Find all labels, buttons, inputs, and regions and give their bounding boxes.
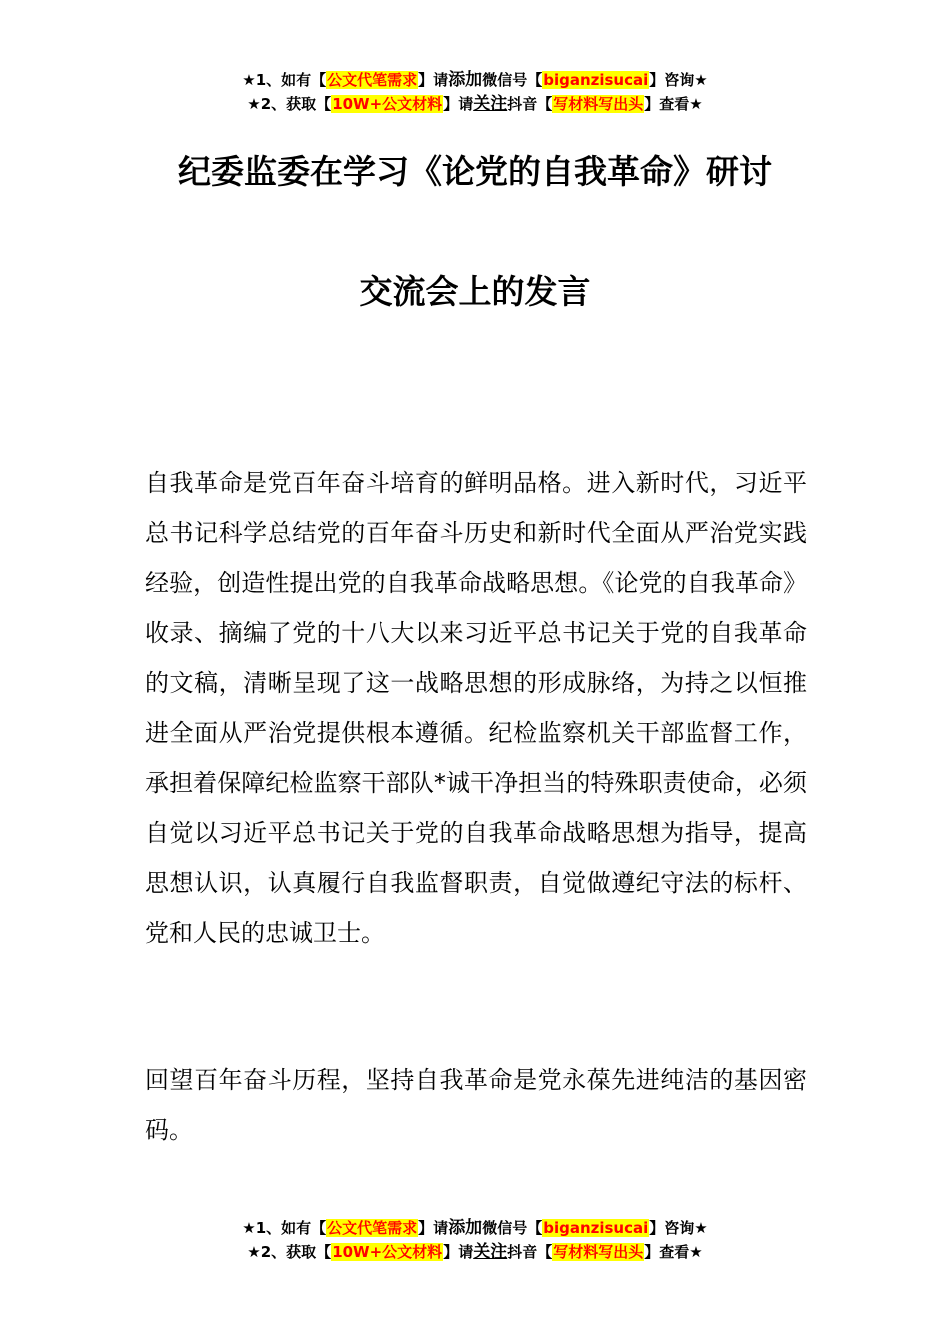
promo-prefix: ★1、如有【 bbox=[242, 1219, 327, 1237]
promo-text: 抖音【 bbox=[507, 95, 553, 113]
promo-suffix: 】咨询★ bbox=[649, 1219, 708, 1237]
promo-text: 】请 bbox=[418, 71, 449, 89]
promo-text: 抖音【 bbox=[507, 1243, 553, 1261]
highlight-wechat-id: biganzisucai bbox=[543, 1219, 649, 1237]
promo-prefix: ★2、获取【 bbox=[247, 95, 332, 113]
highlight-materials: 10W+公文材料 bbox=[332, 95, 443, 113]
promo-prefix: ★2、获取【 bbox=[247, 1243, 332, 1261]
highlight-douyin-account: 写材料写出头 bbox=[553, 1243, 644, 1261]
emphasis-text: 关注 bbox=[473, 94, 508, 114]
emphasis-text: 添加 bbox=[448, 70, 483, 90]
highlight-service: 公文代笔需求 bbox=[327, 1219, 418, 1237]
promo-text: 微信号【 bbox=[482, 1219, 543, 1237]
document-title-line-2: 交流会上的发言 bbox=[359, 272, 591, 311]
promo-notice-top bbox=[0, 68, 950, 116]
promo-suffix: 】咨询★ bbox=[649, 71, 708, 89]
promo-suffix: 】查看★ bbox=[644, 1243, 703, 1261]
highlight-douyin-account: 写材料写出头 bbox=[553, 95, 644, 113]
promo-line-2 bbox=[0, 1240, 950, 1264]
promo-text: 微信号【 bbox=[482, 71, 543, 89]
highlight-wechat-id: biganzisucai bbox=[543, 71, 649, 89]
body-paragraph: 回望百年奋斗历程，坚持自我革命是党永葆先进纯洁的基因密码。 bbox=[145, 1066, 807, 1144]
highlight-materials: 10W+公文材料 bbox=[332, 1243, 443, 1261]
emphasis-text: 关注 bbox=[473, 1242, 508, 1262]
emphasis-text: 添加 bbox=[448, 1218, 483, 1238]
promo-text: 】请 bbox=[443, 1243, 474, 1261]
promo-line-1 bbox=[0, 1216, 950, 1240]
document-title-line-1: 纪委监委在学习《论党的自我革命》研讨 bbox=[178, 152, 772, 191]
promo-text: 】请 bbox=[443, 95, 474, 113]
promo-prefix: ★1、如有【 bbox=[242, 71, 327, 89]
promo-line-1 bbox=[0, 68, 950, 92]
promo-notice-bottom bbox=[0, 1216, 950, 1264]
promo-suffix: 】查看★ bbox=[644, 95, 703, 113]
promo-text: 】请 bbox=[418, 1219, 449, 1237]
body-paragraph: 自我革命是党百年奋斗培育的鲜明品格。进入新时代，习近平总书记科学总结党的百年奋斗历史和新时代全面从严治党实践经验，创造性提出党的自我革命战略思想。《论党的自我革命》收录、摘编了党的十八大以来习近平总书记关于党的自我革命的文稿，清晰呈现了这一战略思想的形成脉络，为持之以恒推进全面从严治党提供根本遵循。纪检监察机关干部监督工作，承担着保障纪检监察干部队*诚干净担当的特殊职责使命，必须自觉以习近平总书记关于党的自我革命战略思想为指导，提高思想认识，认真履行自我监督职责，自觉做遵纪守法的标杆、党和人民的忠诚卫士。 bbox=[145, 469, 807, 947]
highlight-service: 公文代笔需求 bbox=[327, 71, 418, 89]
promo-line-2 bbox=[0, 92, 950, 116]
